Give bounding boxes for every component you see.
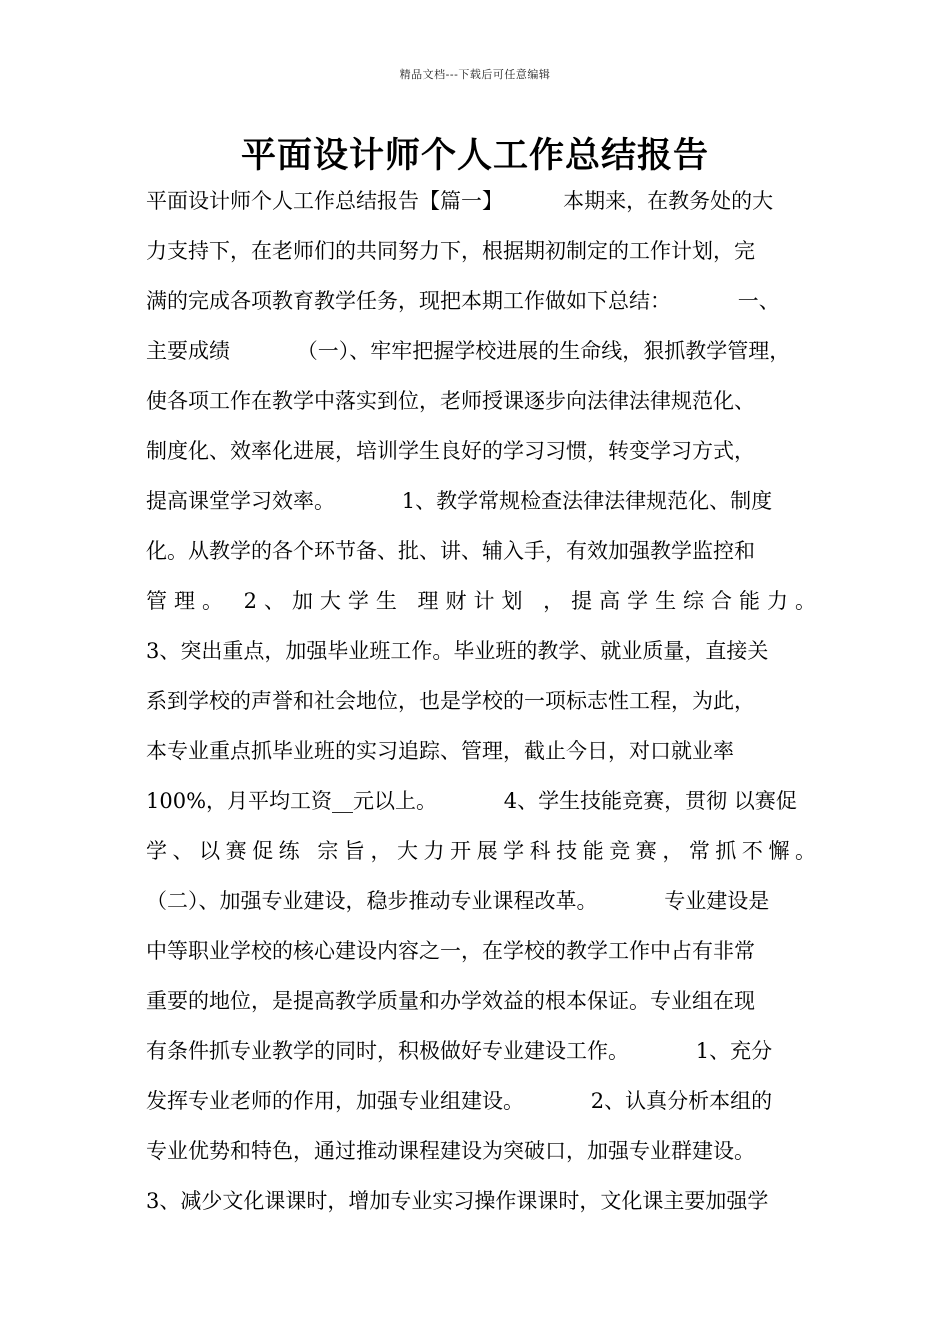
document-body <box>146 183 816 1233</box>
body-line: （二）、加强专业建设，稳步推动专业课程改革。 专业建设是 <box>146 889 770 913</box>
body-line: 制度化、效率化进展，培训学生良好的学习习惯，转变学习方式， <box>146 439 755 463</box>
body-line: 中等职业学校的核心建设内容之一，在学校的教学工作中占有非常 <box>146 939 755 963</box>
page-header: 精品文档---下载后可任意编辑 <box>399 68 551 81</box>
body-line: 重要的地位，是提高教学质量和办学效益的根本保证。专业组在现 <box>146 989 755 1013</box>
document-title: 平面设计师个人工作总结报告 <box>240 136 709 176</box>
body-line: 发挥专业老师的作用，加强专业组建设。 2、认真分析本组的 <box>146 1089 773 1113</box>
body-line: 学、以赛促练 宗旨，大力开展学科技能竞赛，常抓不懈。 <box>146 839 816 863</box>
body-line: 满的完成各项教育教学任务，现把本期工作做如下总结： 一、 <box>146 289 780 313</box>
body-line: 主要成绩 （一）、牢牢把握学校进展的生命线，狠抓教学管理， <box>146 339 791 363</box>
body-line: 100%，月平均工资__元以上。 4、学生技能竞赛，贯彻 以赛促 <box>146 789 797 813</box>
body-line: 系到学校的声誉和社会地位，也是学校的一项标志性工程，为此， <box>146 689 755 713</box>
body-line: 3、突出重点，加强毕业班工作。毕业班的教学、就业质量，直接关 <box>146 639 769 663</box>
body-line: 化。从教学的各个环节备、批、讲、辅入手，有效加强教学监控和 <box>146 539 755 563</box>
body-line: 管理。 2、加大学生 理财计划 ，提高学生综合能力。 <box>146 589 816 613</box>
body-line: 平面设计师个人工作总结报告【篇一】 本期来，在教务处的大 <box>146 189 774 213</box>
body-line: 力支持下，在老师们的共同努力下，根据期初制定的工作计划，完 <box>146 239 755 263</box>
body-line: 使各项工作在教学中落实到位，老师授课逐步向法律法律规范化、 <box>146 389 755 413</box>
body-line: 提高课堂学习效率。 1、教学常规检查法律法律规范化、制度 <box>146 489 773 513</box>
body-line: 本专业重点抓毕业班的实习追踪、管理，截止今日，对口就业率 <box>146 739 734 763</box>
body-line: 专业优势和特色，通过推动课程建设为突破口，加强专业群建设。 <box>146 1139 755 1163</box>
body-line: 3、减少文化课课时，增加专业实习操作课课时，文化课主要加强学 <box>146 1189 769 1213</box>
body-line: 有条件抓专业教学的同时，积极做好专业建设工作。 1、充分 <box>146 1039 773 1063</box>
